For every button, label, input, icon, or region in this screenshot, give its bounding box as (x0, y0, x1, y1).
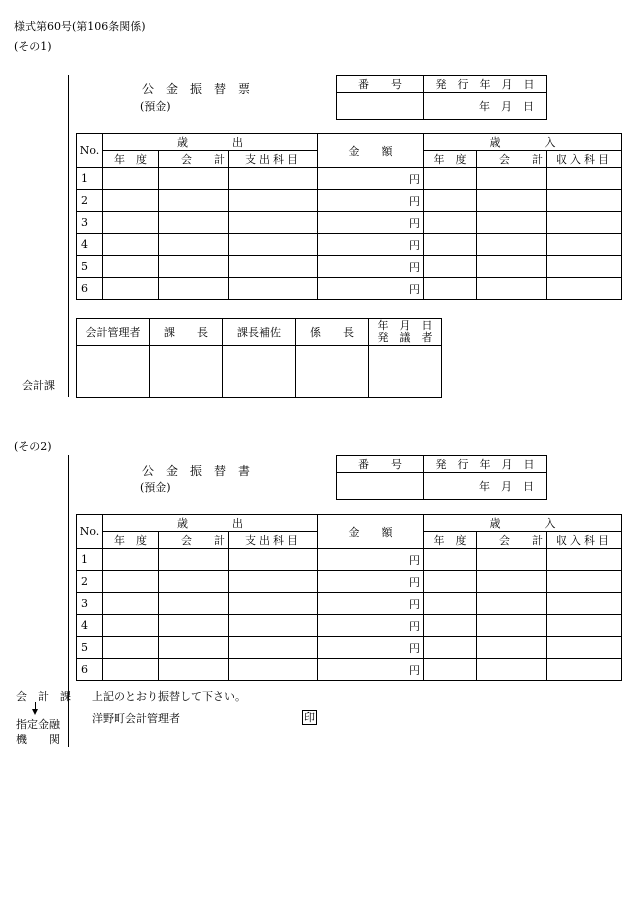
form2-side-label-bottom2: 機 関 (16, 733, 60, 746)
cell-input[interactable] (477, 190, 547, 212)
cell-input[interactable] (103, 278, 159, 300)
approval-chief-stamp[interactable] (150, 346, 223, 398)
cell-input[interactable] (424, 190, 477, 212)
cell-input[interactable] (424, 659, 477, 681)
yen-cell[interactable]: 円 (318, 571, 424, 593)
cell-input[interactable] (103, 234, 159, 256)
form1-side-label: 会計課 (22, 379, 55, 392)
yen-cell[interactable]: 円 (318, 190, 424, 212)
table-row (77, 190, 622, 212)
form2-number-header: 番 号 (337, 456, 424, 473)
cell-input[interactable] (477, 256, 547, 278)
cell-input[interactable] (477, 168, 547, 190)
cell-input[interactable] (229, 593, 318, 615)
approval-manager-label: 会計管理者 (77, 319, 150, 346)
yen-cell[interactable]: 円 (318, 615, 424, 637)
row-number: 1 (77, 549, 103, 571)
cell-input[interactable] (159, 168, 229, 190)
cell-input[interactable] (547, 278, 622, 300)
form1-number-header: 番 号 (337, 76, 424, 93)
yen-cell[interactable]: 円 (318, 234, 424, 256)
cell-input[interactable] (229, 571, 318, 593)
cell-input[interactable] (424, 549, 477, 571)
cell-input[interactable] (229, 212, 318, 234)
row-number: 6 (77, 659, 103, 681)
cell-input[interactable] (547, 593, 622, 615)
cell-input[interactable] (547, 234, 622, 256)
cell-input[interactable] (547, 212, 622, 234)
cell-input[interactable] (547, 190, 622, 212)
cell-input[interactable] (424, 571, 477, 593)
cell-input[interactable] (229, 190, 318, 212)
cell-input[interactable] (159, 593, 229, 615)
yen-cell[interactable]: 円 (318, 549, 424, 571)
form2-expense-header: 歳 出 (103, 515, 318, 532)
table-row (77, 278, 622, 300)
cell-input[interactable] (103, 212, 159, 234)
down-arrow-icon (32, 709, 38, 715)
cell-input[interactable] (477, 212, 547, 234)
row-number: 5 (77, 256, 103, 278)
cell-input[interactable] (229, 256, 318, 278)
cell-input[interactable] (229, 549, 318, 571)
form2-side-label-top: 会 計 課 (16, 690, 71, 703)
cell-input[interactable] (424, 637, 477, 659)
approval-section-chief-label: 係 長 (296, 319, 369, 346)
yen-cell[interactable]: 円 (318, 168, 424, 190)
cell-input[interactable] (103, 659, 159, 681)
form2-issue-date-value[interactable]: 年 月 日 (424, 473, 547, 500)
cell-input[interactable] (424, 278, 477, 300)
form1-subtitle: (預金) (140, 100, 171, 113)
row-number: 5 (77, 637, 103, 659)
cell-input[interactable] (159, 549, 229, 571)
table-row (77, 593, 622, 615)
table-row (77, 571, 622, 593)
form2-subtitle: (預金) (140, 481, 171, 494)
row-number: 1 (77, 168, 103, 190)
row-number: 6 (77, 278, 103, 300)
cell-input[interactable] (424, 234, 477, 256)
yen-cell[interactable]: 円 (318, 256, 424, 278)
form1-approval-table (76, 318, 442, 398)
yen-cell[interactable]: 円 (318, 212, 424, 234)
table-row (77, 659, 622, 681)
form1-issue-date-value[interactable]: 年 月 日 (424, 93, 547, 120)
cell-input[interactable] (159, 190, 229, 212)
form1-sub-income-item: 収入科目 (547, 151, 622, 168)
yen-cell[interactable]: 円 (318, 278, 424, 300)
row-number: 3 (77, 593, 103, 615)
cell-input[interactable] (229, 637, 318, 659)
approval-section-chief-stamp[interactable] (296, 346, 369, 398)
approval-date-proposer-label (369, 319, 442, 346)
cell-input[interactable] (477, 278, 547, 300)
cell-input[interactable] (103, 256, 159, 278)
cell-input[interactable] (477, 593, 547, 615)
cell-input[interactable] (547, 256, 622, 278)
form1-label: (その1) (14, 40, 52, 53)
cell-input[interactable] (103, 190, 159, 212)
table-row (77, 549, 622, 571)
cell-input[interactable] (103, 593, 159, 615)
form1-no-header: No. (77, 134, 103, 168)
form2-sub-account-inc: 会 計 (477, 532, 547, 549)
cell-input[interactable] (547, 615, 622, 637)
table-row (77, 168, 622, 190)
cell-input[interactable] (159, 256, 229, 278)
form2-number-input[interactable] (337, 473, 424, 500)
form-number: 様式第60号(第106条関係) (14, 20, 146, 33)
form1-number-input[interactable] (337, 93, 424, 120)
row-number: 2 (77, 190, 103, 212)
form1-left-rule (68, 75, 69, 397)
cell-input[interactable] (229, 168, 318, 190)
form1-sub-expense-item: 支出科目 (229, 151, 318, 168)
form1-sub-account-exp: 会 計 (159, 151, 229, 168)
cell-input[interactable] (159, 212, 229, 234)
form2-sub-year-inc: 年 度 (424, 532, 477, 549)
form2-sub-income-item: 収入科目 (547, 532, 622, 549)
form2-seal-mark (302, 710, 317, 725)
form2-title: 公 金 振 替 書 (142, 464, 251, 478)
approval-chief-label: 課 長 (150, 319, 223, 346)
table-row (77, 212, 622, 234)
row-number: 3 (77, 212, 103, 234)
form1-ledger-table (76, 133, 622, 300)
yen-cell[interactable]: 円 (318, 659, 424, 681)
cell-input[interactable] (424, 212, 477, 234)
form2-sub-account-exp: 会 計 (159, 532, 229, 549)
table-row (77, 637, 622, 659)
seal-icon: 印 (304, 711, 315, 724)
form1-amount-header: 金 額 (318, 134, 424, 168)
form2-instruction: 上記のとおり振替して下さい。 (92, 690, 246, 703)
form2-number-box (336, 455, 547, 500)
form2-sub-expense-item: 支出科目 (229, 532, 318, 549)
form1-sub-account-inc: 会 計 (477, 151, 547, 168)
approval-assistant-stamp[interactable] (223, 346, 296, 398)
yen-cell[interactable]: 円 (318, 637, 424, 659)
approval-assistant-label: 課長補佐 (223, 319, 296, 346)
cell-input[interactable] (103, 637, 159, 659)
cell-input[interactable] (424, 168, 477, 190)
form1-income-header: 歳 入 (424, 134, 622, 151)
form2-label: (その2) (14, 440, 52, 453)
table-row (77, 234, 622, 256)
table-row (77, 615, 622, 637)
form2-issue-date-header: 発 行 年 月 日 (424, 456, 547, 473)
cell-input[interactable] (477, 571, 547, 593)
form2-no-header: No. (77, 515, 103, 549)
form1-title: 公 金 振 替 票 (142, 82, 251, 96)
form1-expense-header: 歳 出 (103, 134, 318, 151)
form2-ledger-table (76, 514, 622, 681)
cell-input[interactable] (477, 615, 547, 637)
cell-input[interactable] (424, 615, 477, 637)
cell-input[interactable] (103, 168, 159, 190)
cell-input[interactable] (477, 659, 547, 681)
table-row (77, 256, 622, 278)
form1-number-box (336, 75, 547, 120)
form1-sub-year-exp: 年 度 (103, 151, 159, 168)
form2-side-label-bottom1: 指定金融 (16, 718, 60, 731)
cell-input[interactable] (229, 659, 318, 681)
row-number: 2 (77, 571, 103, 593)
form1-sub-year-inc: 年 度 (424, 151, 477, 168)
cell-input[interactable] (159, 278, 229, 300)
form2-income-header: 歳 入 (424, 515, 622, 532)
cell-input[interactable] (159, 571, 229, 593)
row-number: 4 (77, 234, 103, 256)
cell-input[interactable] (424, 593, 477, 615)
cell-input[interactable] (159, 234, 229, 256)
cell-input[interactable] (159, 659, 229, 681)
cell-input[interactable] (103, 615, 159, 637)
form2-amount-header: 金 額 (318, 515, 424, 549)
cell-input[interactable] (547, 637, 622, 659)
row-number: 4 (77, 615, 103, 637)
approval-manager-stamp[interactable] (77, 346, 150, 398)
cell-input[interactable] (547, 549, 622, 571)
cell-input[interactable] (159, 615, 229, 637)
approval-proposer-label: 発 議 者 (377, 331, 433, 344)
cell-input[interactable] (103, 571, 159, 593)
cell-input[interactable] (477, 549, 547, 571)
cell-input[interactable] (547, 659, 622, 681)
cell-input[interactable] (159, 637, 229, 659)
cell-input[interactable] (477, 637, 547, 659)
form2-signer: 洋野町会計管理者 (92, 712, 180, 725)
form1-issue-date-header: 発 行 年 月 日 (424, 76, 547, 93)
yen-cell[interactable]: 円 (318, 593, 424, 615)
cell-input[interactable] (547, 168, 622, 190)
cell-input[interactable] (424, 256, 477, 278)
approval-date-label: 年 月 日 (377, 319, 433, 332)
cell-input[interactable] (547, 571, 622, 593)
approval-proposer-stamp[interactable] (369, 346, 442, 398)
cell-input[interactable] (229, 234, 318, 256)
cell-input[interactable] (477, 234, 547, 256)
cell-input[interactable] (229, 615, 318, 637)
cell-input[interactable] (103, 549, 159, 571)
form2-sub-year-exp: 年 度 (103, 532, 159, 549)
cell-input[interactable] (229, 278, 318, 300)
